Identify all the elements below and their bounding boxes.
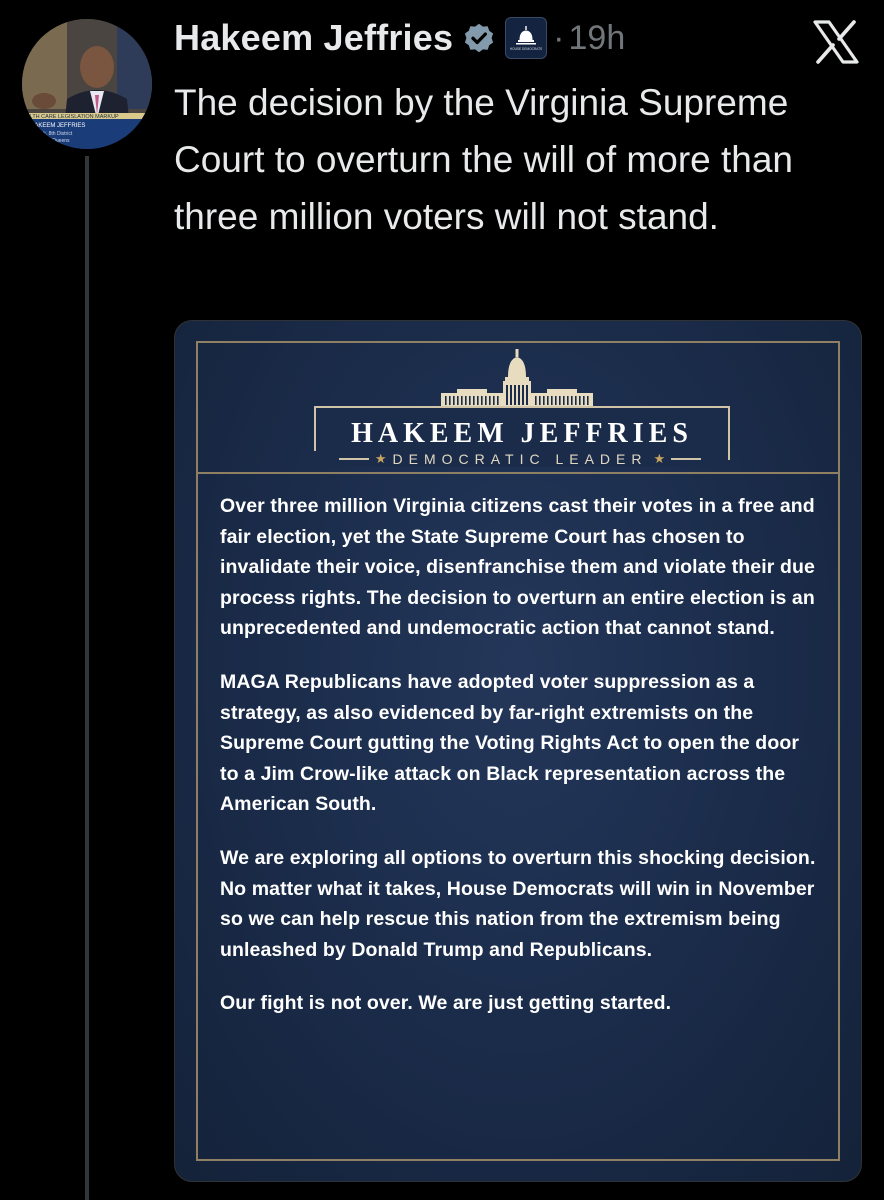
statement-paragraph-3: We are exploring all options to overturn this shocking decision. No matter what it takes, House Democrats will win in November so we can help rescue this nation from the extremism being unleashed by Donald Trump and Republicans. [220,846,816,961]
statement-paragraph-4: Our fight is not over. We are just getting started. [220,992,672,1015]
star-icon: ★ [374,451,387,466]
letterhead-title: DEMOCRATIC LEADER [392,451,648,467]
letterhead-left-bar [339,458,369,460]
letterhead-title-row [314,451,726,467]
author-name[interactable]: Hakeem Jeffries [174,17,454,58]
tweet-text: The decision by the Virginia Supreme Court to overturn the will of more than three million voters will not stand. [174,82,794,237]
verified-badge-icon[interactable] [461,20,497,56]
author-avatar[interactable] [22,19,152,149]
affiliation-badge-label: HOUSE DEMOCRATS [510,47,543,51]
avatar-caption-3: York, 8th District [36,131,73,137]
header-separator: · [553,18,565,57]
capitol-building-icon [437,349,597,414]
star-icon: ★ [653,451,666,466]
statement-body [220,491,820,1042]
statement-paragraph-1: Over three million Virginia citizens cast their votes in a free and fair election, yet the State Supreme Court has chosen to invalidate their voice, disenfranchise them and violate their due process rights. The decision to overturn an entire election is an unprecedented and undemocratic action that cannot stand. [220,495,815,640]
letterhead-rule [196,472,840,474]
statement-paragraph-2: MAGA Republicans have adopted voter suppression as a strategy, as also evidenced by far-right extremists on the Supreme Court gutting the Voting Rights Act to open the door to a Jim Crow-like attack on Black representation across the American South. [220,670,800,816]
statement-image[interactable] [174,320,862,1182]
letterhead-right-bar [671,458,701,460]
avatar-caption-2: HAKEEM JEFFRIES [30,123,86,129]
letterhead-name: HAKEEM JEFFRIES [351,418,693,449]
avatar-caption-1: ALTH CARE LEGISLATION MARKUP [26,114,119,120]
avatar-caption-4: Queens [52,138,70,144]
tweet-timestamp[interactable]: 19h [568,18,626,57]
x-logo-icon[interactable] [812,20,860,69]
capitol-dome-icon[interactable] [505,17,547,59]
avatar-photo [22,19,152,149]
thread-connector-line [85,156,89,1200]
tweet-header [174,12,625,64]
